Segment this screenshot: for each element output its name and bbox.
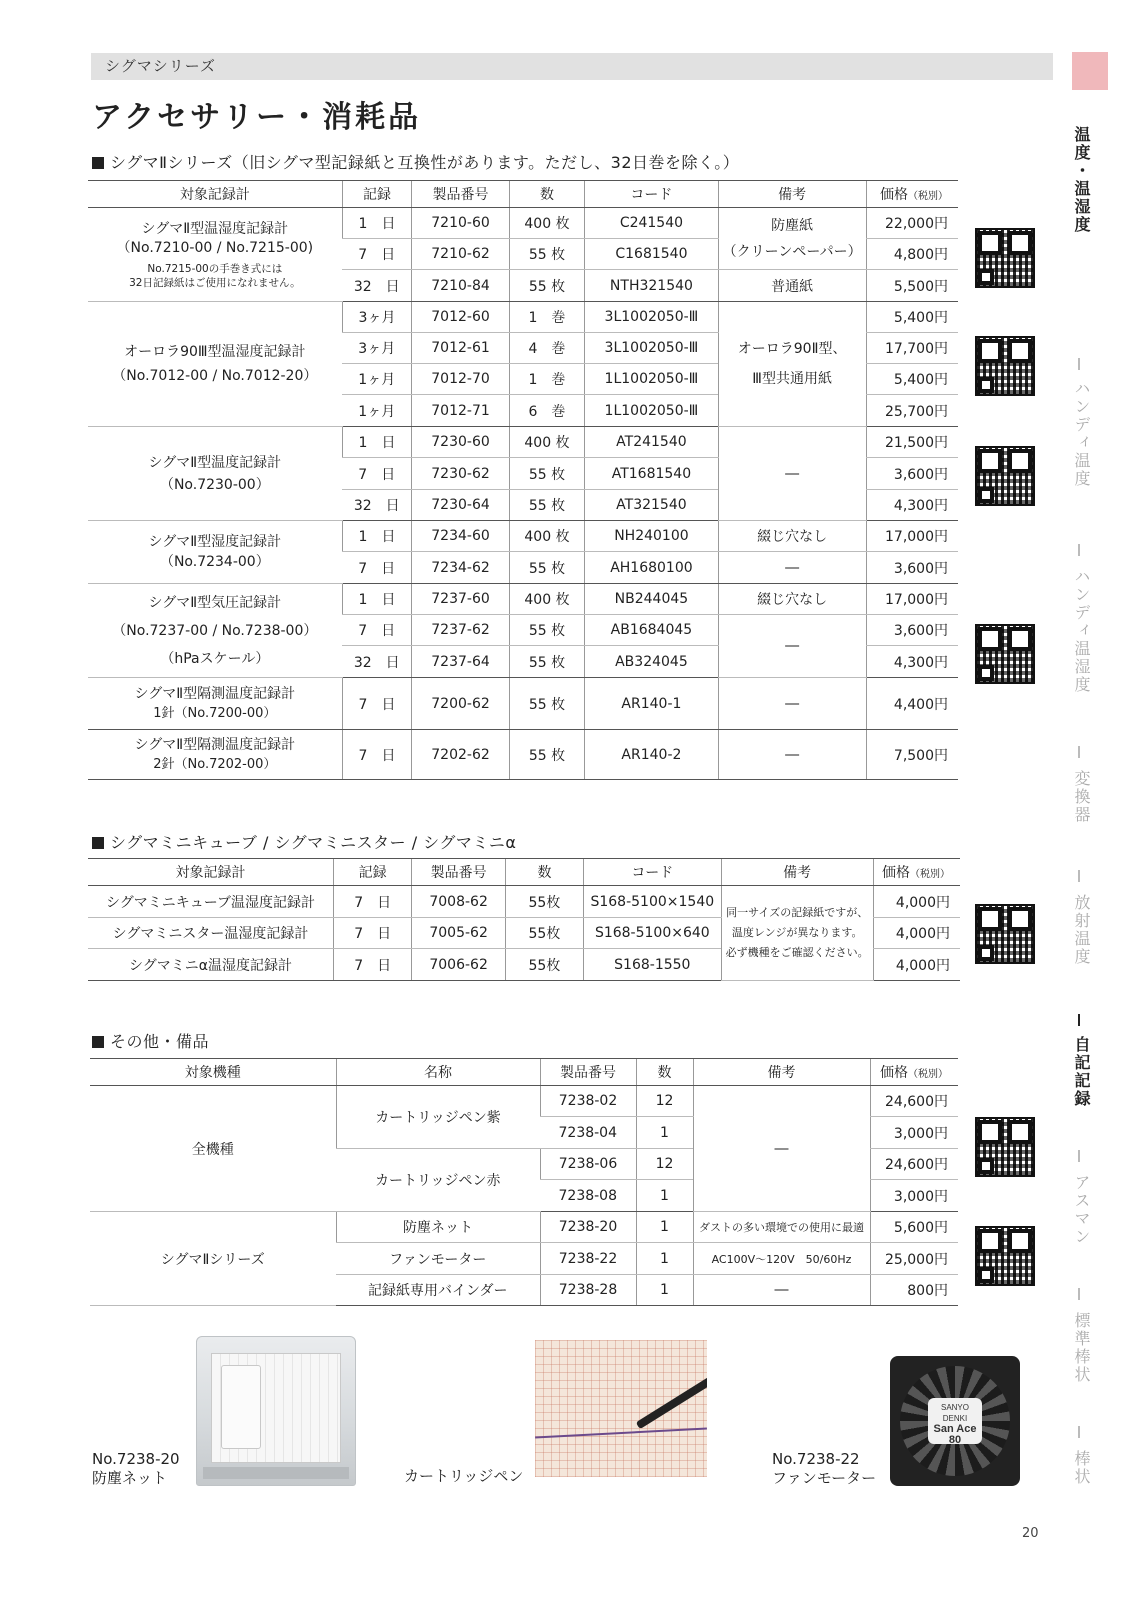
page-number: 20 [1022, 1526, 1039, 1541]
table-row: 1ヶ月 7012-71 6 巻 1L1002050-Ⅲ 25,700円 [88, 395, 958, 427]
side-nav-item-handy-humidity[interactable]: ハンディ温湿度 [1072, 568, 1091, 694]
col-header-target: 対象記録計 [88, 859, 334, 886]
fan-motor-caption: No.7238-22 ファンモーター [772, 1450, 877, 1487]
side-nav-divider [1078, 870, 1080, 882]
qr-code-icon[interactable] [975, 446, 1035, 506]
table-row: 7238-08 1 3,000円 [90, 1180, 958, 1212]
remarks-cell: ― [693, 1086, 870, 1212]
square-bullet-icon [92, 837, 104, 849]
col-header-price: 価格（税別） [866, 181, 958, 208]
remarks-cell: ― [718, 427, 866, 521]
accessories-table [90, 1058, 958, 1306]
target-recorder-cell: シグマⅡ型隔測温度記録計 2針（No.7202-00） [88, 730, 342, 780]
side-nav-divider [1078, 358, 1080, 370]
side-nav-divider [1078, 1014, 1080, 1026]
page-title: アクセサリー・消耗品 [92, 100, 422, 135]
remarks-cell: 同一サイズの記録紙ですが、 温度レンジが異なります。 必ず機種をご確認ください。 [721, 886, 873, 981]
table-row: 7 日 7230-62 55 枚 AT1681540 3,600円 [88, 458, 958, 490]
table-row: ファンモーター 7238-22 1 AC100V～120V 50/60Hz 25,000円 [90, 1243, 958, 1275]
table-row: シグマミニキューブ温湿度記録計 7 日 7008-62 55枚 S168-5100×1540 同一サイズの記録紙ですが、 温度レンジが異なります。 必ず機種をご確認ください。 4,000円 [88, 886, 960, 918]
col-header-remarks: 備考 [693, 1059, 870, 1086]
target-recorder-cell: オーロラ90Ⅲ型温湿度記録計 （No.7012-00 / No.7012-20） [88, 302, 342, 427]
cartridge-pen-photo [535, 1340, 707, 1477]
side-nav-item-radiation[interactable]: 放射温度 [1072, 894, 1091, 966]
sigma-mini-chart-paper-table [88, 858, 960, 981]
item-name-cell: カートリッジペン赤 [336, 1149, 540, 1212]
remarks-cell: ― [718, 615, 866, 678]
table-row: シグマミニスター温湿度記録計 7 日 7005-62 55枚 S168-5100×640 4,000円 [88, 918, 960, 949]
table-row: 32 日 7230-64 55 枚 AT321540 4,300円 [88, 490, 958, 521]
side-nav-item-assmann[interactable]: アスマン [1072, 1174, 1091, 1246]
qr-code-icon[interactable] [975, 228, 1035, 288]
table-row: 32 日 7237-64 55 枚 AB324045 4,300円 [88, 646, 958, 678]
qr-code-icon[interactable] [975, 336, 1035, 396]
side-nav-divider [1078, 1426, 1080, 1438]
col-header-remarks: 備考 [721, 859, 873, 886]
col-header-remarks: 備考 [718, 181, 866, 208]
col-header-qty: 数 [636, 1059, 693, 1086]
col-header-product-no: 製品番号 [412, 181, 509, 208]
table-row: 3ヶ月 7012-61 4 巻 3L1002050-Ⅲ 17,700円 [88, 333, 958, 364]
table-row: 32 日 7210-84 55 枚 NTH321540 普通紙 5,500円 [88, 270, 958, 302]
col-header-code: コード [585, 181, 718, 208]
series-label: シグマシリーズ [91, 53, 1053, 80]
qr-code-icon[interactable] [975, 1226, 1035, 1286]
table-row: 1ヶ月 7012-70 1 巻 1L1002050-Ⅲ 5,400円 [88, 364, 958, 395]
qr-code-icon[interactable] [975, 624, 1035, 684]
target-model-cell: シグマⅡシリーズ [90, 1212, 336, 1306]
col-header-product-no: 製品番号 [412, 859, 506, 886]
col-header-target: 対象記録計 [88, 181, 342, 208]
sigma2-chart-paper-table [88, 180, 958, 780]
target-recorder-cell: シグマⅡ型温湿度記録計 （No.7210-00 / No.7215-00) No.7215-00の手巻き式には 32日記録紙はご使用になれません。 [88, 208, 342, 302]
side-nav-divider [1078, 1288, 1080, 1300]
target-model-cell: 全機種 [90, 1086, 336, 1212]
col-header-record: 記録 [342, 181, 412, 208]
side-nav-item-rod[interactable]: 棒状 [1072, 1450, 1091, 1486]
item-name-cell: カートリッジペン紫 [336, 1086, 540, 1149]
table-header-row [90, 1059, 958, 1086]
table-row: 7 日 7237-62 55 枚 AB1684045 ― 3,600円 [88, 615, 958, 646]
col-header-name: 名称 [336, 1059, 540, 1086]
side-nav-item-converter[interactable]: 変換器 [1072, 770, 1091, 824]
table-row: シグマミニα温湿度記録計 7 日 7006-62 55枚 S168-1550 4,000円 [88, 949, 960, 981]
target-recorder-cell: シグマⅡ型湿度記録計 （No.7234-00） [88, 521, 342, 584]
col-header-qty: 数 [505, 859, 583, 886]
qr-code-icon[interactable] [975, 904, 1035, 964]
table-row: シグマⅡ型湿度記録計 （No.7234-00） 1 日 7234-60 400 枚 NH240100 綴じ穴なし 17,000円 [88, 521, 958, 552]
table-row: カートリッジペン赤 7238-06 12 24,600円 [90, 1149, 958, 1180]
section-heading: シグマミニキューブ / シグマミニスター / シグマミニα [92, 830, 516, 853]
side-nav-divider [1078, 1150, 1080, 1162]
col-header-qty: 数 [509, 181, 585, 208]
table-row: 7 日 7210-62 55 枚 C1681540 4,800円 [88, 239, 958, 270]
side-nav-item-handy-temp[interactable]: ハンディ温度 [1072, 380, 1091, 488]
table-row: シグマⅡ型隔測温度記録計 2針（No.7202-00） 7 日 7202-62 55 枚 AR140-2 ― 7,500円 [88, 730, 958, 780]
square-bullet-icon [92, 1036, 104, 1048]
target-recorder-cell: シグマⅡ型温度記録計 （No.7230-00） [88, 427, 342, 521]
dust-net-photo [196, 1336, 356, 1486]
table-row: オーロラ90Ⅲ型温湿度記録計 （No.7012-00 / No.7012-20） 3ヶ月 7012-60 1 巻 3L1002050-Ⅲ オーロラ90Ⅱ型、 Ⅲ型共通用紙 5,400円 [88, 302, 958, 333]
side-nav-item-recorder[interactable]: 自記記録 [1072, 1036, 1091, 1108]
qr-code-icon[interactable] [975, 1117, 1035, 1177]
side-nav-item-standard-rod[interactable]: 標準棒状 [1072, 1312, 1091, 1384]
target-recorder-cell: シグマⅡ型気圧記録計 （No.7237-00 / No.7238-00） （hPaスケール） [88, 584, 342, 678]
side-nav-item-temperature[interactable]: 温度・温湿度 [1072, 126, 1091, 234]
section-heading: その他・備品 [92, 1029, 209, 1052]
remarks-cell: オーロラ90Ⅱ型、 Ⅲ型共通用紙 [718, 302, 866, 427]
table-row: シグマⅡ型隔測温度記録計 1針（No.7200-00） 7 日 7200-62 55 枚 AR140-1 ― 4,400円 [88, 678, 958, 730]
col-header-code: コード [583, 859, 721, 886]
section-heading: シグマⅡシリーズ（旧シグマ型記録紙と互換性があります。ただし、32日巻を除く。） [92, 150, 739, 173]
square-bullet-icon [92, 157, 104, 169]
target-recorder-cell: シグマⅡ型隔測温度記録計 1針（No.7200-00） [88, 678, 342, 730]
col-header-price: 価格（税別） [873, 859, 960, 886]
col-header-price: 価格（税別） [870, 1059, 958, 1086]
table-row: シグマⅡ型気圧記録計 （No.7237-00 / No.7238-00） （hPaスケール） 1 日 7237-60 400 枚 NB244045 綴じ穴なし 17,000円 [88, 584, 958, 615]
table-row: 全機種 カートリッジペン紫 7238-02 12 ― 24,600円 [90, 1086, 958, 1117]
cartridge-pen-caption: カートリッジペン [404, 1467, 524, 1485]
fan-motor-photo: SANYO DENKI San Ace 80 [890, 1356, 1020, 1486]
table-row: 7238-04 1 3,000円 [90, 1117, 958, 1149]
col-header-product-no: 製品番号 [540, 1059, 636, 1086]
table-row: シグマⅡシリーズ 防塵ネット 7238-20 1 ダストの多い環境での使用に最適 5,600円 [90, 1212, 958, 1243]
table-row: 7 日 7234-62 55 枚 AH1680100 ― 3,600円 [88, 552, 958, 584]
side-index-tab [1072, 52, 1108, 90]
table-header-row [88, 181, 958, 208]
table-row: 記録紙専用バインダー 7238-28 1 ― 800円 [90, 1275, 958, 1306]
table-row: シグマⅡ型温湿度記録計 （No.7210-00 / No.7215-00) No.7215-00の手巻き式には 32日記録紙はご使用になれません。 1 日 7210-60 400 枚 C241540 防塵紙 （クリーンペーパー） 22,000円 [88, 208, 958, 239]
dust-net-caption: No.7238-20 防塵ネット [92, 1450, 180, 1487]
side-nav-divider [1078, 746, 1080, 758]
col-header-target-model: 対象機種 [90, 1059, 336, 1086]
col-header-record: 記録 [334, 859, 412, 886]
table-header-row [88, 859, 960, 886]
side-nav-divider [1078, 544, 1080, 556]
table-row: シグマⅡ型温度記録計 （No.7230-00） 1 日 7230-60 400 枚 AT241540 ― 21,500円 [88, 427, 958, 458]
remarks-cell: 防塵紙 （クリーンペーパー） [718, 208, 866, 270]
